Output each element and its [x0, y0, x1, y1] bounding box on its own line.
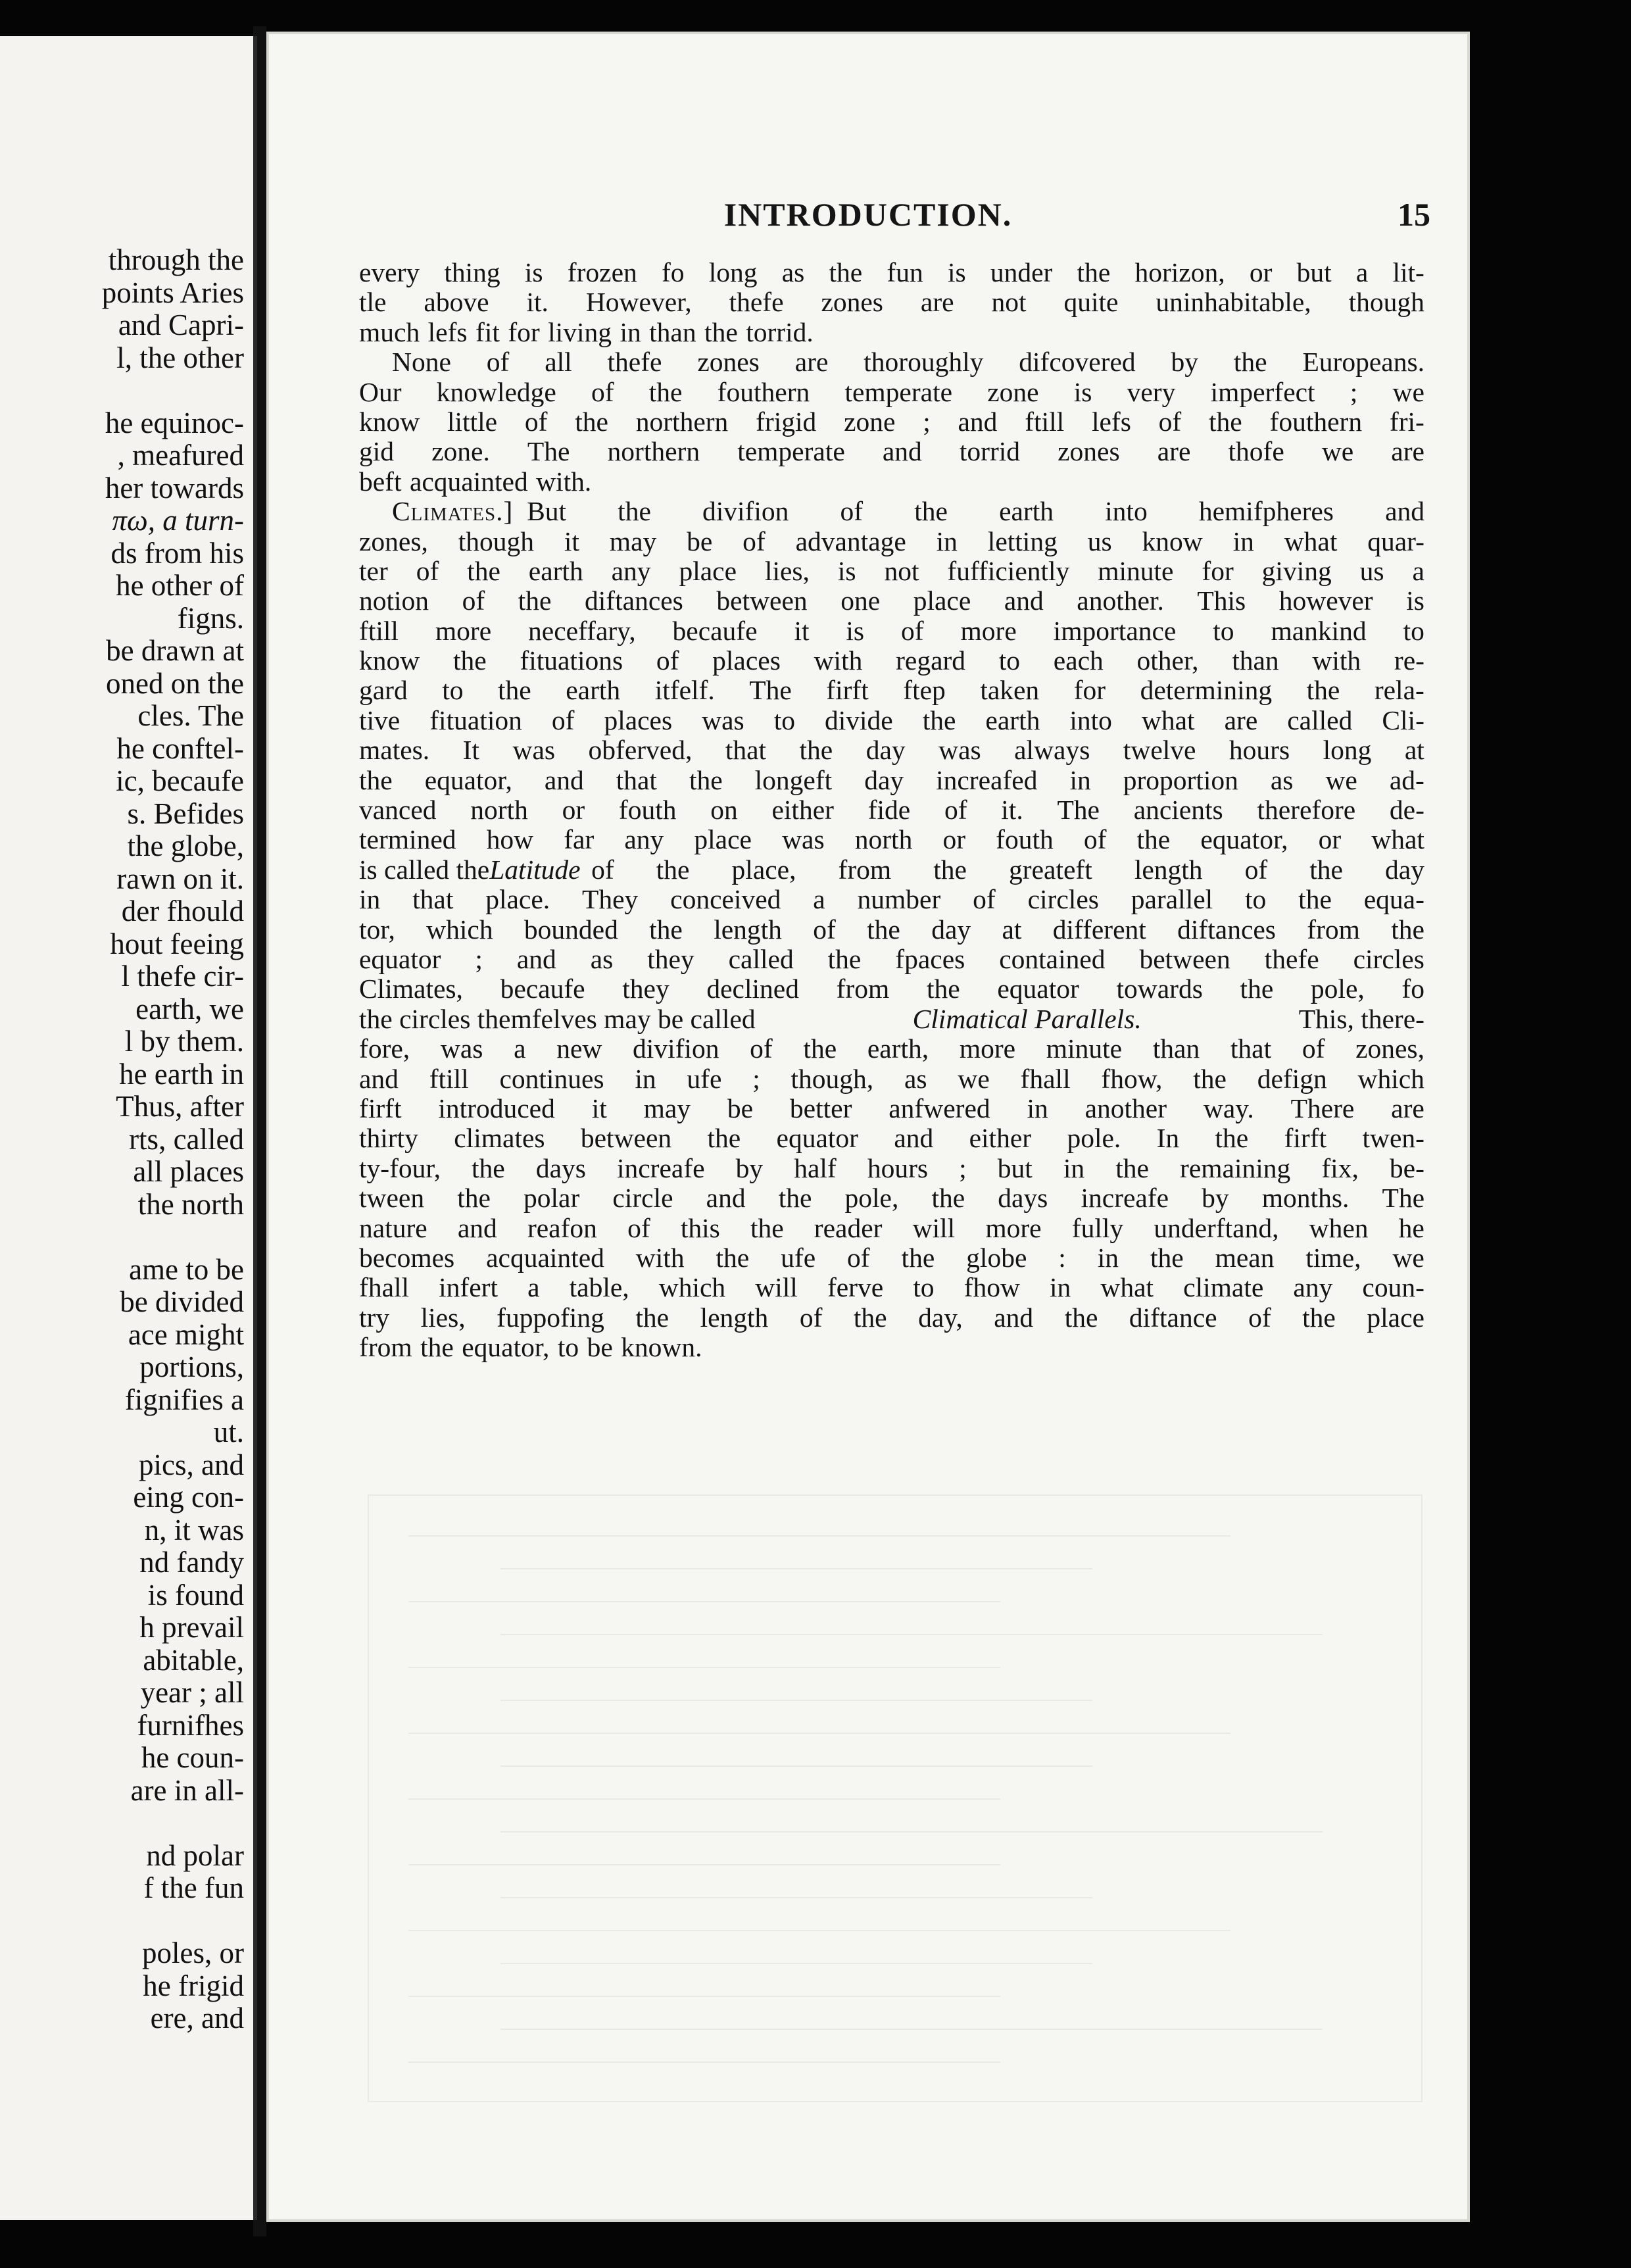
- text-line: ter of the earth any place lies, is not fufficiently minute for giving us a: [359, 555, 1424, 586]
- left-page-text-line: l, the other: [116, 341, 244, 374]
- left-page-text-line: her towards: [105, 471, 244, 505]
- left-facing-page: [0, 36, 257, 2220]
- text-line: [359, 497, 1424, 526]
- left-page-text-line: rawn on it.: [116, 862, 244, 895]
- show-through-line: [500, 2029, 1323, 2030]
- text-line: every thing is frozen fo long as the fun is under the horizon, or but a lit-: [359, 257, 1424, 287]
- text-line: beft acquainted with.: [359, 466, 592, 497]
- text-segment: of the place, from the greateft length of the day: [591, 854, 1424, 885]
- text-line: notion of the diftances between one place and another. This however is: [359, 585, 1424, 616]
- text-line: mates. It was obferved, that the day was always twelve hours long at: [359, 735, 1424, 766]
- text-segment: the circles themfelves may be called: [359, 1003, 756, 1034]
- text-line: tor, which bounded the length of the day at different diftances from the: [359, 914, 1424, 945]
- text-line: vanced north or fouth on either fide of it. The ancients therefore de-: [359, 795, 1424, 826]
- left-page-text-line: ic, becaufe: [116, 764, 244, 797]
- left-page-text-line: s. Befides: [127, 797, 244, 830]
- text-line: gid zone. The northern temperate and torrid zones are thofe we are: [359, 436, 1424, 467]
- show-through-line: [408, 1601, 1000, 1602]
- text-line: tive fituation of places was to divide the earth into what are called Cli-: [359, 704, 1424, 735]
- left-page-text-line: cles. The: [137, 699, 244, 732]
- left-page-text-line: n, it was: [144, 1513, 244, 1546]
- text-line: termined how far any place was north or fouth of the equator, or what: [359, 824, 1424, 855]
- left-page-text-line: fignifies a: [124, 1383, 244, 1416]
- left-page-text-line: nd fandy: [139, 1546, 244, 1579]
- left-page-text-line: h prevail: [139, 1611, 244, 1644]
- text-line: [359, 855, 1424, 885]
- show-through-line: [408, 2061, 1000, 2063]
- text-line: equator ; and as they called the fpaces contained between thefe circles: [359, 943, 1424, 974]
- left-page-text-line: figns.: [177, 601, 244, 635]
- text-segment: is called the: [359, 854, 490, 885]
- text-line: None of all thefe zones are thoroughly difcovered by the Europeans.: [392, 347, 1424, 378]
- text-line: Climates, becaufe they declined from the equator towards the pole, fo: [359, 974, 1424, 1004]
- left-page-text-line: he other of: [116, 569, 244, 602]
- show-through-line: [408, 1733, 1230, 1734]
- italic-term-latitude: Latitude: [489, 854, 581, 885]
- left-page-text-line: ame to be: [129, 1252, 244, 1286]
- text-line: Our knowledge of the fouthern temperate zone is very imperfect ; we: [359, 376, 1424, 407]
- italic-term-climatical-parallels: Climatical Parallels.: [912, 1003, 1142, 1034]
- text-line: know little of the northern frigid zone ; and ftill lefs of the fouthern fri-: [359, 406, 1424, 437]
- show-through-line: [408, 1667, 1000, 1668]
- left-page-text-line: be divided: [120, 1285, 244, 1318]
- left-page-text-line: ere, and: [150, 2002, 244, 2034]
- text-line: firft introduced it may be better anfwered in another way. There are: [359, 1093, 1424, 1123]
- text-line: the equator, and that the longeft day increafed in proportion as we ad-: [359, 764, 1424, 795]
- text-line: and ftill continues in ufe ; though, as we fhall fhow, the defign which: [359, 1063, 1424, 1094]
- left-page-text-line: abitable,: [143, 1643, 244, 1677]
- show-through-line: [500, 1568, 1092, 1569]
- body-text: [359, 258, 1424, 1362]
- show-through-line: [500, 1963, 1092, 1964]
- left-page-text-line: Thus, after: [116, 1090, 244, 1123]
- left-page-text-line: πω, a turn-: [112, 504, 244, 537]
- left-page-text-line: der fhould: [121, 895, 244, 927]
- text-segment: This, there-: [1298, 1003, 1424, 1034]
- text-line: in that place. They conceived a number of circles parallel to the equa-: [359, 884, 1424, 915]
- left-page-text-line: l by them.: [124, 1025, 244, 1058]
- left-page-text-line: he conftel-: [116, 731, 244, 765]
- text-line: nature and reafon of this the reader will more fully underftand, when he: [359, 1212, 1424, 1243]
- show-through-line: [500, 1765, 1092, 1767]
- text-line: ty-four, the days increafe by half hours ; but in the remaining fix, be-: [359, 1152, 1424, 1183]
- page-number: 15: [1398, 196, 1430, 233]
- left-page-text-line: and Capri-: [118, 308, 244, 341]
- left-page-text-line: through the: [108, 243, 244, 276]
- left-page-text-line: he coun-: [141, 1741, 244, 1774]
- left-page-text-line: the globe,: [127, 829, 244, 862]
- left-page-text-line: the north: [137, 1187, 244, 1221]
- left-page-text-line: f the fun: [143, 1871, 244, 1904]
- left-page-text-line: portions,: [139, 1350, 244, 1383]
- left-page-text-line: nd polar: [146, 1838, 244, 1872]
- text-line: know the fituations of places with regard to each other, than with re-: [359, 645, 1424, 676]
- left-page-text-line: are in all-: [130, 1773, 244, 1807]
- show-through-line: [408, 1535, 1230, 1537]
- text-line: try lies, fuppofing the length of the day, and the diftance of the place: [359, 1302, 1424, 1333]
- text-line-rest: But the divifion of the earth into hemifpheres and: [527, 496, 1424, 527]
- left-page-text-line: , meafured: [117, 439, 244, 472]
- main-page: [266, 32, 1470, 2222]
- text-line: fore, was a new divifion of the earth, more minute than that of zones,: [359, 1033, 1424, 1064]
- left-page-text-line: l thefe cir-: [121, 960, 244, 993]
- text-line: tle above it. However, thefe zones are not quite uninhabitable, though: [359, 287, 1424, 318]
- left-page-text-line: ace might: [128, 1318, 244, 1351]
- text-line: zones, though it may be of advantage in letting us know in what quar-: [359, 526, 1424, 556]
- show-through-line: [500, 1897, 1092, 1898]
- left-page-text-line: all places: [133, 1155, 244, 1188]
- left-page-text-line: oned on the: [106, 666, 244, 700]
- left-page-text-line: points Aries: [101, 276, 244, 309]
- text-line: much lefs fit for living in than the torrid.: [359, 316, 814, 347]
- left-page-text-line: he earth in: [119, 1057, 244, 1091]
- left-page-text-line: he frigid: [143, 1969, 244, 2002]
- show-through-line: [500, 1634, 1323, 1635]
- text-line: tween the polar circle and the pole, the days increafe by months. The: [359, 1183, 1424, 1214]
- left-page-text-line: he equinoc-: [105, 406, 244, 439]
- running-head: INTRODUCTION.: [723, 196, 1013, 233]
- text-line: ftill more neceffary, becaufe it is of more importance to mankind to: [359, 615, 1424, 646]
- text-line: thirty climates between the equator and either pole. In the firft twen-: [359, 1123, 1424, 1154]
- show-through-line: [500, 1831, 1323, 1833]
- left-page-text-line: furnifhes: [137, 1708, 244, 1742]
- text-line: gard to the earth itfelf. The firft ftep taken for determining the rela-: [359, 675, 1424, 706]
- text-line: from the equator, to be known.: [359, 1332, 702, 1363]
- left-page-text-line: be drawn at: [106, 634, 244, 667]
- left-page-text-line: ut.: [213, 1416, 244, 1448]
- section-heading-climates: Climates.]: [392, 496, 514, 527]
- show-through-line: [408, 1930, 1230, 1931]
- text-line: becomes acquainted with the ufe of the globe : in the mean time, we: [359, 1242, 1424, 1273]
- left-page-text-line: earth, we: [135, 992, 244, 1025]
- text-line: fhall infert a table, which will ferve to fhow in what climate any coun-: [359, 1272, 1424, 1303]
- show-through-line: [500, 1700, 1092, 1701]
- left-page-text-line: ds from his: [110, 536, 244, 570]
- left-page-text-line: is found: [147, 1578, 244, 1612]
- left-page-text-line: rts, called: [129, 1122, 244, 1156]
- show-through-table: [368, 1494, 1423, 2102]
- show-through-line: [408, 1864, 1000, 1865]
- left-page-text-line: hout feeing: [110, 927, 244, 960]
- left-page-text-line: year ; all: [140, 1676, 244, 1709]
- show-through-line: [408, 1798, 1000, 1800]
- show-through-line: [408, 1996, 1000, 1997]
- left-page-text-line: eing con-: [133, 1481, 244, 1514]
- text-line: [359, 1004, 1424, 1034]
- left-page-text-line: poles, or: [142, 1936, 244, 1969]
- left-page-text-line: pics, and: [139, 1448, 244, 1481]
